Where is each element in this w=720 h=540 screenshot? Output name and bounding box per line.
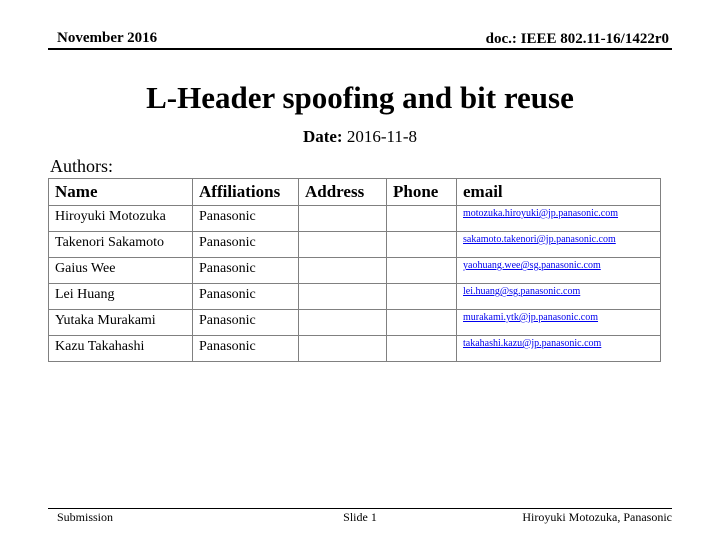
author-email-link[interactable]: motozuka.hiroyuki@jp.panasonic.com bbox=[463, 208, 619, 219]
date-label: Date: bbox=[302, 127, 343, 146]
author-name: Takenori Sakamoto bbox=[49, 232, 193, 258]
author-phone bbox=[387, 336, 457, 362]
author-name: Hiroyuki Motozuka bbox=[49, 206, 193, 232]
author-address bbox=[299, 336, 387, 362]
table-row bbox=[49, 232, 661, 258]
slide-title: L-Header spoofing and bit reuse bbox=[146, 80, 574, 115]
authors-table-header bbox=[49, 179, 661, 206]
author-address bbox=[299, 310, 387, 336]
author-name: Kazu Takahashi bbox=[49, 336, 193, 362]
date-line bbox=[0, 127, 720, 147]
author-address bbox=[299, 258, 387, 284]
footer-submission: Submission bbox=[57, 510, 114, 524]
header-date: November 2016 bbox=[57, 30, 158, 46]
author-email-link[interactable]: takahashi.kazu@jp.panasonic.com bbox=[463, 338, 602, 349]
author-email-cell bbox=[457, 206, 661, 232]
footer-author: Hiroyuki Motozuka, Panasonic bbox=[522, 510, 672, 524]
author-affiliation: Panasonic bbox=[193, 206, 299, 232]
author-affiliation: Panasonic bbox=[193, 258, 299, 284]
author-phone bbox=[387, 284, 457, 310]
author-email-link[interactable]: murakami.ytk@jp.panasonic.com bbox=[463, 312, 599, 323]
author-email-cell bbox=[457, 284, 661, 310]
column-header-affiliations: Affiliations bbox=[193, 179, 299, 206]
author-phone bbox=[387, 258, 457, 284]
author-email-link[interactable]: sakamoto.takenori@jp.panasonic.com bbox=[463, 234, 616, 245]
footer-rule bbox=[48, 508, 672, 509]
header-doc-id: doc.: IEEE 802.11-16/1422r0 bbox=[485, 31, 669, 47]
footer-slide-number: Slide 1 bbox=[343, 510, 377, 524]
author-name: Lei Huang bbox=[49, 284, 193, 310]
author-phone bbox=[387, 310, 457, 336]
column-header-phone: Phone bbox=[387, 179, 457, 206]
table-row bbox=[49, 258, 661, 284]
author-affiliation: Panasonic bbox=[193, 284, 299, 310]
table-row bbox=[49, 336, 661, 362]
authors-table bbox=[48, 178, 661, 362]
author-name: Yutaka Murakami bbox=[49, 310, 193, 336]
author-email-cell bbox=[457, 336, 661, 362]
column-header-address: Address bbox=[299, 179, 387, 206]
date-value: 2016-11-8 bbox=[346, 127, 418, 146]
table-row bbox=[49, 284, 661, 310]
author-name: Gaius Wee bbox=[49, 258, 193, 284]
author-affiliation: Panasonic bbox=[193, 232, 299, 258]
column-header-email: email bbox=[457, 179, 661, 206]
author-email-link[interactable]: lei.huang@sg.panasonic.com bbox=[463, 286, 581, 297]
author-affiliation: Panasonic bbox=[193, 310, 299, 336]
table-row bbox=[49, 206, 661, 232]
column-header-name: Name bbox=[49, 179, 193, 206]
author-phone bbox=[387, 232, 457, 258]
author-address bbox=[299, 232, 387, 258]
author-email-cell bbox=[457, 232, 661, 258]
author-address bbox=[299, 284, 387, 310]
table-row bbox=[49, 310, 661, 336]
author-address bbox=[299, 206, 387, 232]
author-email-cell bbox=[457, 258, 661, 284]
header-rule bbox=[48, 48, 672, 50]
author-email-cell bbox=[457, 310, 661, 336]
author-affiliation: Panasonic bbox=[193, 336, 299, 362]
authors-label: Authors: bbox=[50, 156, 113, 176]
author-email-link[interactable]: yaohuang.wee@sg.panasonic.com bbox=[463, 260, 601, 271]
author-phone bbox=[387, 206, 457, 232]
